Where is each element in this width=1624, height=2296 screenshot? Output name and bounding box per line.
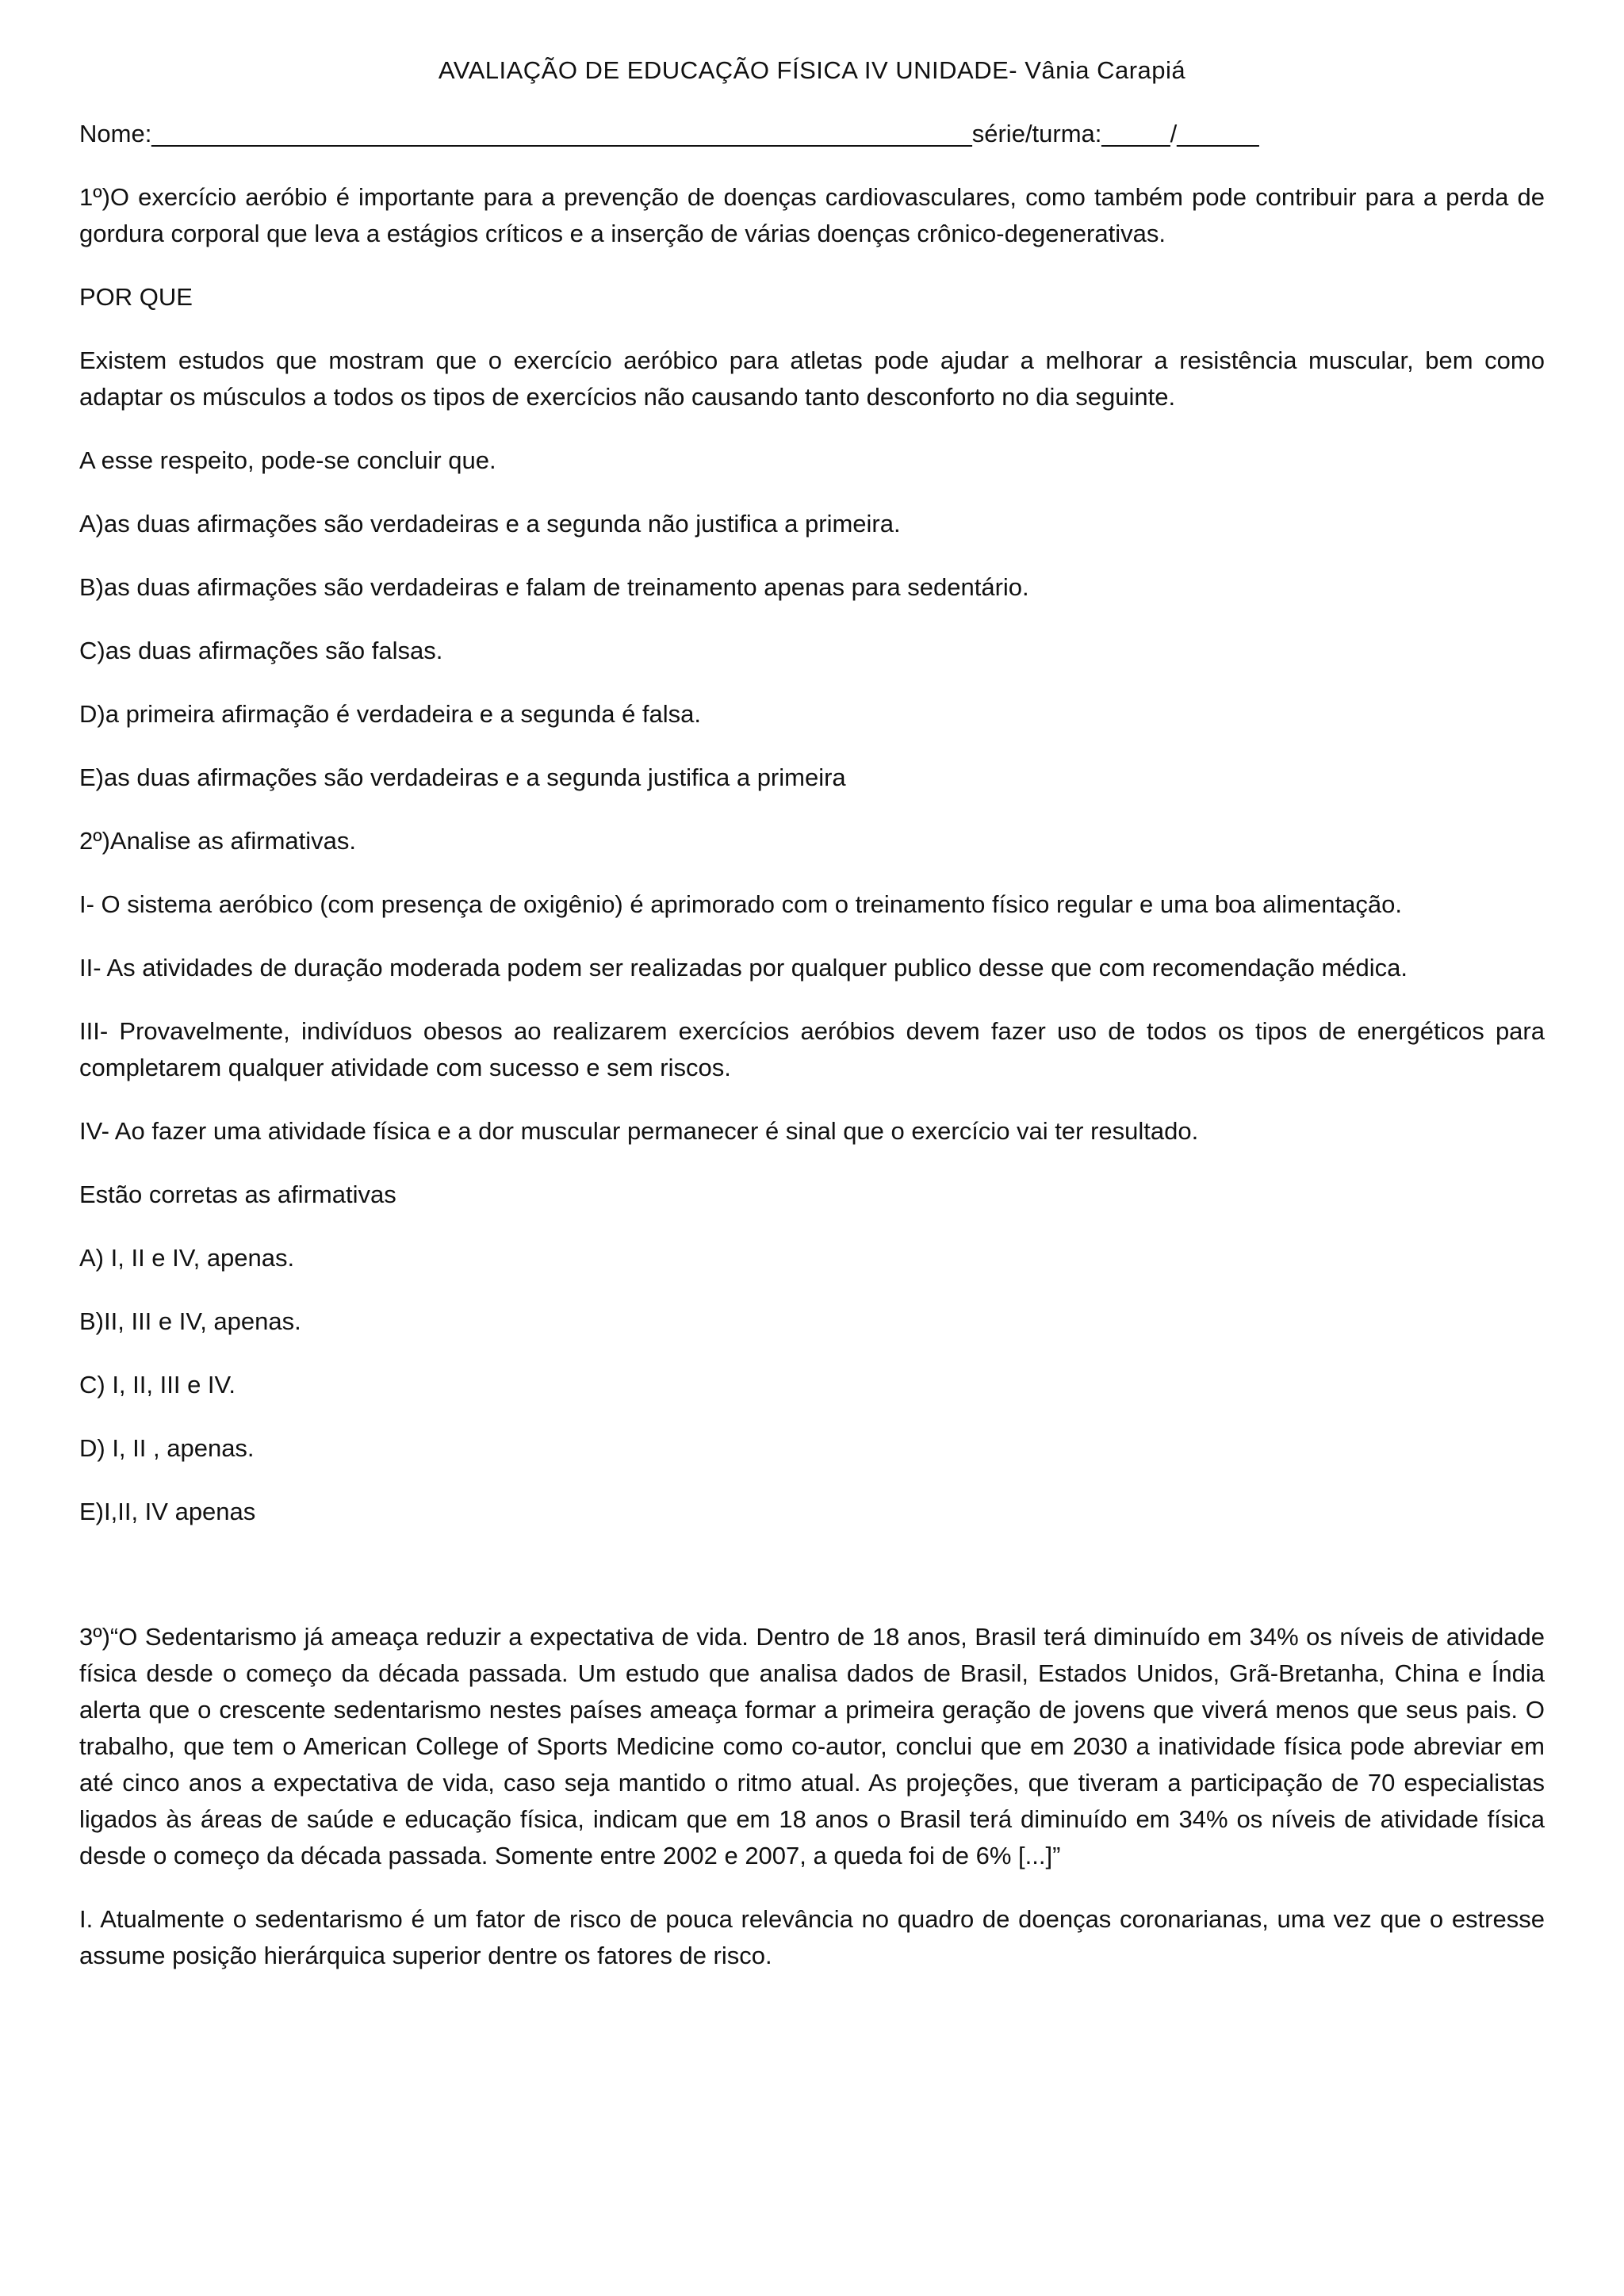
q2-prompt: 2º)Analise as afirmativas. [79,827,357,855]
q1-option-d: D)a primeira afirmação é verdadeira e a segunda é falsa. [79,700,702,728]
q2-option-e: E)I,II, IV apenas [79,1498,256,1525]
q1-connector: POR QUE [79,283,193,311]
q1-option-b: B)as duas afirmações são verdadeiras e falam de treinamento apenas para sedentário. [79,573,1029,601]
q2-statement-iii: III- Provavelmente, indivíduos obesos ao realizarem exercícios aeróbios devem fazer uso de todos os tipos de energéticos para completarem qualquer atividade com sucesso e sem riscos. [79,1017,1545,1081]
document-content [79,52,1545,2001]
name-class-line: Nome:____________________________________________________________série/turma:_____/______ [79,120,1259,147]
q2-option-b: B)II, III e IV, apenas. [79,1307,301,1335]
page-title: AVALIAÇÃO DE EDUCAÇÃO FÍSICA IV UNIDADE- Vânia Carapiá [438,56,1186,84]
q1-option-c: C)as duas afirmações são falsas. [79,637,443,664]
q1-prompt: A esse respeito, pode-se concluir que. [79,446,496,474]
q3-statement-i: I. Atualmente o sedentarismo é um fator de risco de pouca relevância no quadro de doenças coronarianas, uma vez que o estresse assume posição hierárquica superior dentre os fatores de risco. [79,1905,1545,1969]
q2-question: Estão corretas as afirmativas [79,1181,396,1208]
q2-option-a: A) I, II e IV, apenas. [79,1244,295,1272]
q3-text: 3º)“O Sedentarismo já ameaça reduzir a expectativa de vida. Dentro de 18 anos, Brasil terá diminuído em 34% os níveis de atividade física desde o começo da década passada. Um estudo que analisa dados de Brasil, Estados Unidos, Grã-Bretanha, China e Índia alerta que o crescente sedentarismo nestes países ameaça formar a primeira geração de jovens que viverá menos que seus pais. O trabalho, que tem o American College of Sports Medicine como co-autor, conclui que em 2030 a inatividade física pode abreviar em até cinco anos a expectativa de vida, caso seja mantido o ritmo atual. As projeções, que tiveram a participação de 70 especialistas ligados às áreas de saúde e educação física, indicam que em 18 anos o Brasil terá diminuído em 34% os níveis de atividade física desde o começo da década passada. Somente entre 2002 e 2007, a queda foi de 6% [...]” [79,1623,1545,1869]
q2-statement-i: I- O sistema aeróbico (com presença de oxigênio) é aprimorado com o treinamento físico regular e uma boa alimentação. [79,890,1402,918]
q2-statement-iv: IV- Ao fazer uma atividade física e a dor muscular permanecer é sinal que o exercício vai ter resultado. [79,1117,1199,1145]
q1-option-a: A)as duas afirmações são verdadeiras e a segunda não justifica a primeira. [79,510,901,538]
q1-option-e: E)as duas afirmações são verdadeiras e a segunda justifica a primeira [79,763,846,791]
q2-statement-ii: II- As atividades de duração moderada podem ser realizadas por qualquer publico desse que com recomendação médica. [79,954,1408,982]
q1-statement-2: Existem estudos que mostram que o exercício aeróbico para atletas pode ajudar a melhorar a resistência muscular, bem como adaptar os músculos a todos os tipos de exercícios não causando tanto desconforto no dia seguinte. [79,346,1545,411]
q2-option-d: D) I, II , apenas. [79,1434,255,1462]
q1-statement: 1º)O exercício aeróbio é importante para a prevenção de doenças cardiovasculares, como também pode contribuir para a perda de gordura corporal que leva a estágios críticos e a inserção de várias doenças crônico-degenerativas. [79,183,1545,247]
q2-option-c: C) I, II, III e IV. [79,1371,236,1399]
